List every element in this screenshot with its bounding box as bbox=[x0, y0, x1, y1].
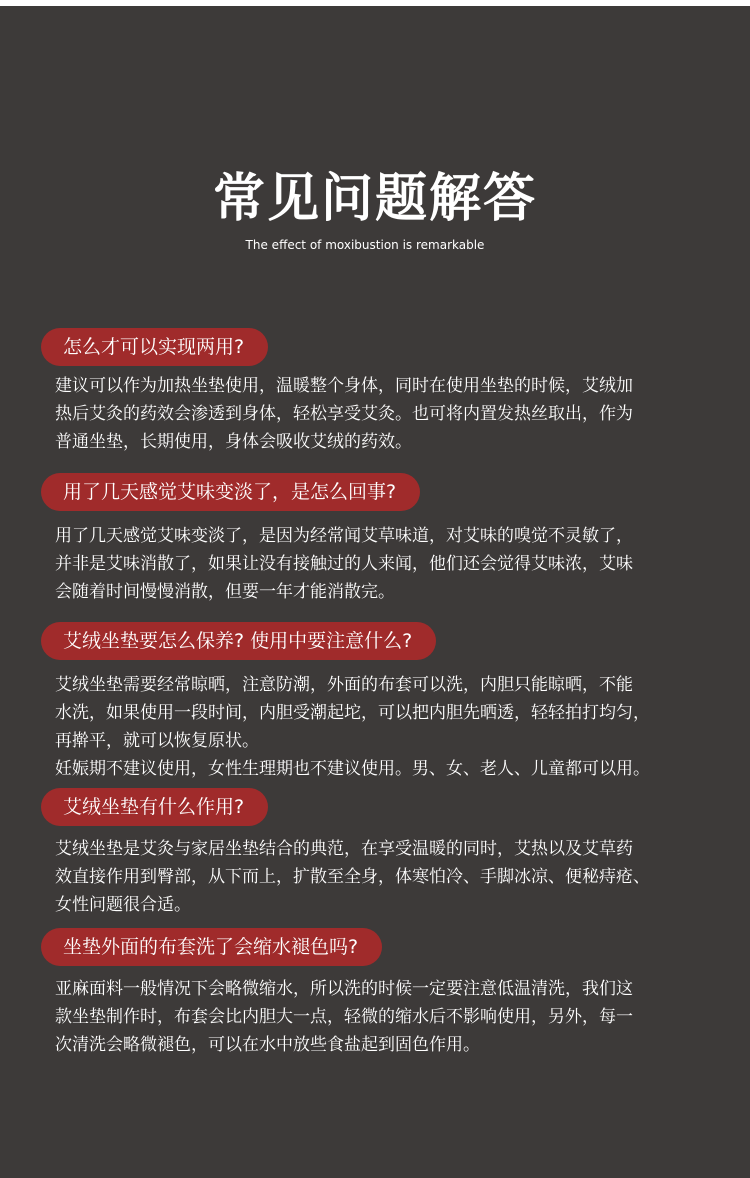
answer-line: 建议可以作为加热坐垫使用，温暖整个身体，同时在使用坐垫的时候，艾绒加 bbox=[55, 376, 633, 396]
faq-page bbox=[0, 6, 750, 1178]
faq-answer-2 bbox=[55, 522, 705, 606]
answer-line: 效直接作用到臀部，从下而上，扩散至全身，体寒怕冷、手脚冰凉、便秘痔疮、 bbox=[55, 867, 650, 887]
answer-line: 次清洗会略微褪色，可以在水中放些食盐起到固色作用。 bbox=[55, 1035, 480, 1055]
answer-line: 水洗，如果使用一段时间，内胆受潮起坨，可以把内胆先晒透，轻轻拍打均匀， bbox=[55, 703, 650, 723]
answer-line: 用了几天感觉艾味变淡了，是因为经常闻艾草味道，对艾味的嗅觉不灵敏了， bbox=[55, 526, 633, 546]
answer-line: 再擀平，就可以恢复原状。 bbox=[55, 731, 259, 751]
answer-line: 妊娠期不建议使用，女性生理期也不建议使用。男、女、老人、儿童都可以用。 bbox=[55, 759, 650, 779]
answer-line: 会随着时间慢慢消散，但要一年才能消散完。 bbox=[55, 582, 395, 602]
faq-answer-4 bbox=[55, 835, 705, 919]
faq-question-3: 艾绒坐垫要怎么保养? 使用中要注意什么? bbox=[41, 622, 436, 660]
answer-line: 女性问题很合适。 bbox=[55, 895, 191, 915]
answer-line: 艾绒坐垫是艾灸与家居坐垫结合的典范，在享受温暖的同时，艾热以及艾草药 bbox=[55, 839, 633, 859]
faq-answer-3 bbox=[55, 671, 705, 783]
faq-answer-1 bbox=[55, 372, 705, 456]
faq-question-5: 坐垫外面的布套洗了会缩水褪色吗? bbox=[41, 928, 382, 966]
answer-line: 普通坐垫，长期使用，身体会吸收艾绒的药效。 bbox=[55, 432, 412, 452]
answer-line: 热后艾灸的药效会渗透到身体，轻松享受艾灸。也可将内置发热丝取出，作为 bbox=[55, 404, 633, 424]
page-title: 常见问题解答 bbox=[212, 169, 537, 229]
page-subtitle: The effect of moxibustion is remarkable bbox=[245, 238, 485, 252]
faq-question-4: 艾绒坐垫有什么作用? bbox=[41, 788, 268, 826]
faq-answer-5 bbox=[55, 975, 705, 1059]
answer-line: 亚麻面料一般情况下会略微缩水，所以洗的时候一定要注意低温清洗，我们这 bbox=[55, 979, 633, 999]
answer-line: 艾绒坐垫需要经常晾晒，注意防潮，外面的布套可以洗，内胆只能晾晒，不能 bbox=[55, 675, 633, 695]
answer-line: 并非是艾味消散了，如果让没有接触过的人来闻，他们还会觉得艾味浓，艾味 bbox=[55, 554, 633, 574]
faq-question-2: 用了几天感觉艾味变淡了，是怎么回事? bbox=[41, 473, 420, 511]
answer-line: 款坐垫制作时，布套会比内胆大一点，轻微的缩水后不影响使用，另外，每一 bbox=[55, 1007, 633, 1027]
faq-question-1: 怎么才可以实现两用? bbox=[41, 328, 268, 366]
